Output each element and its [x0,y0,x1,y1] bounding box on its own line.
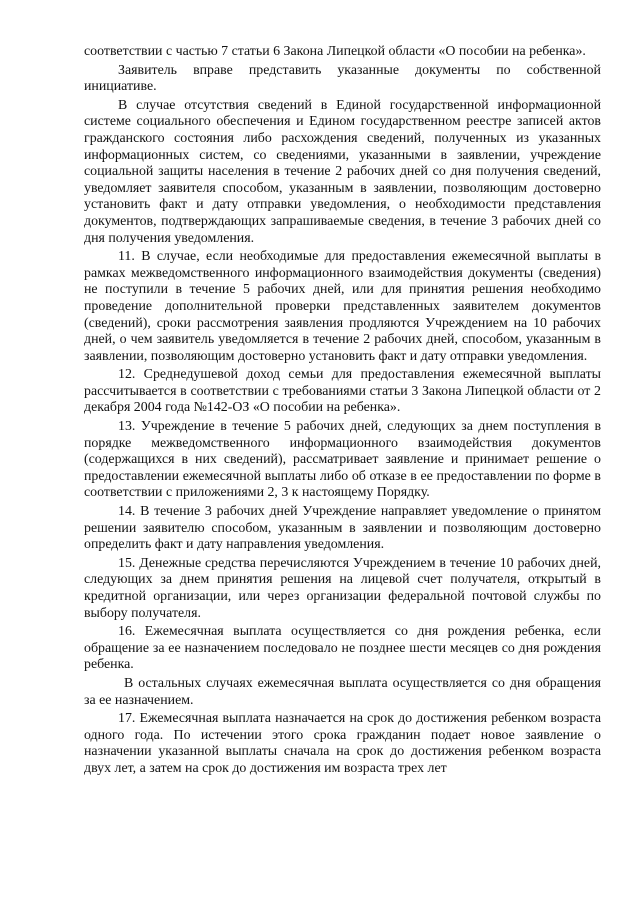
paragraph-missing-information: В случае отсутствия сведений в Единой государственной информационной системе социального обеспечения и Едином государственном реестре записей актов гражданского состояния либо расхождения сведений, полученных из указанных информационных систем, со сведениями, указанными в заявлении, учреждение социальной защиты населения в течение 2 рабочих дней со дня получения сведений, уведомляет заявителя способом, указанным в заявлении, позволяющим достоверно установить факт и дату отправки уведомления, о необходимости представления документов, подтверждающих запрашиваемые сведения, в течение 3 рабочих дней со дня получения уведомления. [84,97,601,246]
paragraph-17: 17. Ежемесячная выплата назначается на срок до достижения ребенком возраста одного года. По истечении этого срока гражданин подает новое заявление о назначении указанной выплаты сначала на срок до достижения ребенком возраста двух лет, а затем на срок до достижения им возраста трех лет [84,711,601,776]
paragraph-15: 15. Денежные средства перечисляются Учреждением в течение 10 рабочих дней, следующих за днем принятия решения на лицевой счет получателя, открытый в кредитной организации, или через организации федеральной почтовой службы по выбору получателя. [84,555,601,621]
paragraph-11: 11. В случае, если необходимые для предоставления ежемесячной выплаты в рамках межведомственного информационного взаимодействия документы (сведения) не поступили в течение 5 рабочих дней, или для принятия решения необходимо проведение дополнительной проверки представленных заявителем документов (сведений), сроки рассмотрения заявления продляются Учреждением на 10 рабочих дней, о чем заявитель уведомляется в течение 2 рабочих дней, способом, указанным в заявлении, позволяющим достоверно установить факт и дату отправки уведомления. [84,249,601,364]
paragraph-13: 13. Учреждение в течение 5 рабочих дней, следующих за днем поступления в порядке межведомственного информационного взаимодействия документов (содержащихся в них сведений), рассматривает заявление и принимает решение о предоставлении ежемесячной выплаты либо об отказе в ее предоставлении по форме в соответствии с приложениями 2, 3 к настоящему Порядку. [84,419,601,501]
paragraph-applicant-initiative: Заявитель вправе представить указанные документы по собственной инициативе. [84,62,601,95]
paragraph-16: 16. Ежемесячная выплата осуществляется со дня рождения ребенка, если обращение за ее назначением последовало не позднее шести месяцев со дня рождения ребенка. [84,624,601,673]
paragraph-continuation: соответствии с частью 7 статьи 6 Закона Липецкой области «О пособии на ребенка». [84,44,586,59]
paragraph-other-cases: В остальных случаях ежемесячная выплата осуществляется со дня обращения за ее назначением. [84,675,601,708]
paragraph-12: 12. Среднедушевой доход семьи для предоставления ежемесячной выплаты рассчитывается в соответствии с требованиями статьи 3 Закона Липецкой области от 2 декабря 2004 года №142-ОЗ «О пособии на ребенка». [84,367,601,416]
document-page [84,44,601,780]
paragraph-14: 14. В течение 3 рабочих дней Учреждение направляет уведомление о принятом решении заявителю способом, указанным в заявлении и позволяющим достоверно определить факт и дату направления уведомления. [84,504,601,553]
